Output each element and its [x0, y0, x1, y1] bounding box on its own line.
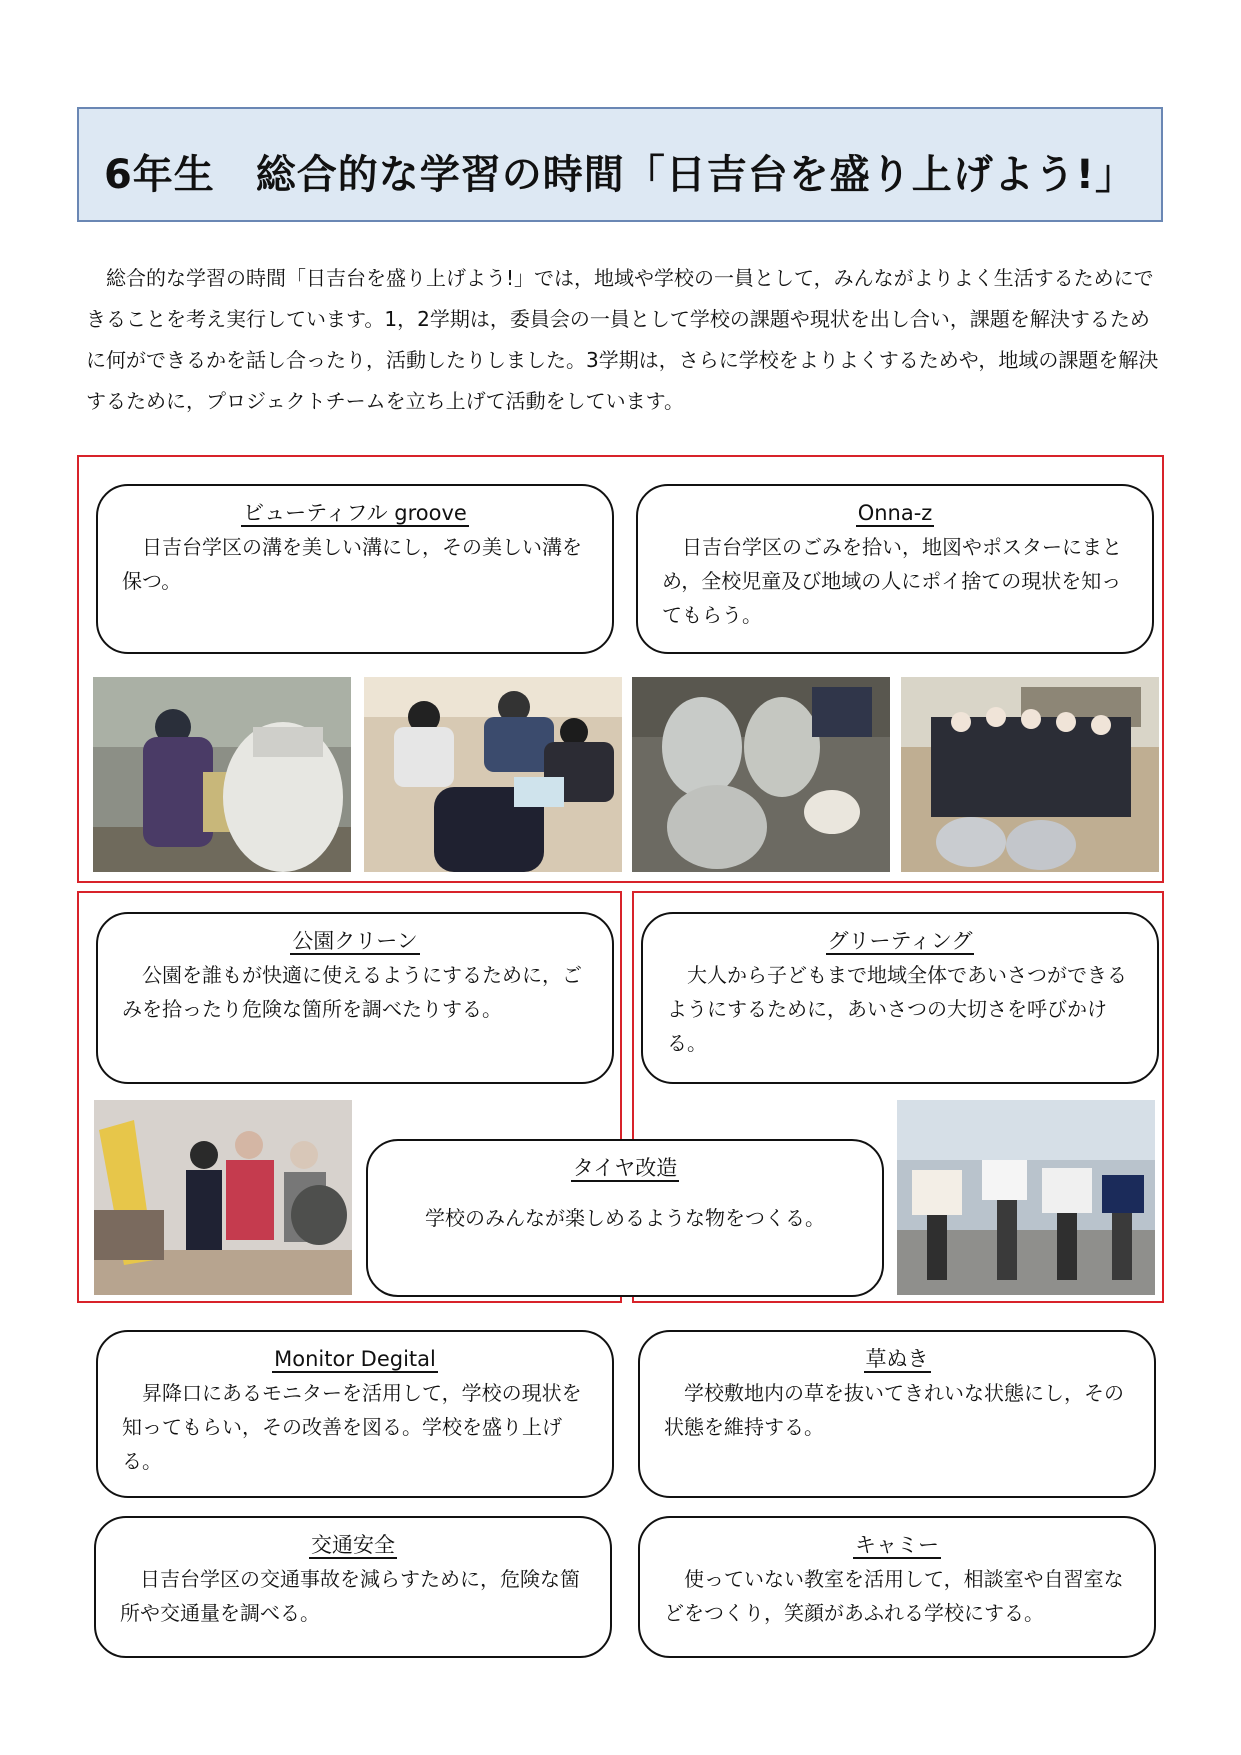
- team-description: 大人から子どもまで地域全体であいさつができるようにするために，あいさつの大切さを呼びかける。: [667, 963, 1127, 1055]
- team-description: 学校敷地内の草を抜いてきれいな状態にし，その状態を維持する。: [664, 1381, 1124, 1439]
- team-title: 公園クリーン: [292, 929, 418, 953]
- team-title: キャミー: [855, 1533, 939, 1557]
- team-title: タイヤ改造: [572, 1156, 678, 1180]
- team-card-monitor: [96, 1330, 614, 1498]
- collected-trash-bags-photo: [632, 677, 890, 872]
- team-card-tire: [366, 1139, 884, 1297]
- team-description: 日吉台学区のごみを拾い，地図やポスターにまとめ，全校児童及び地域の人にポイ捨ての現状を知ってもらう。: [662, 535, 1122, 627]
- team-description: 公園を誰もが快適に使えるようにするために，ごみを拾ったり危険な箇所を調べたりする。: [122, 963, 582, 1021]
- team-description: 日吉台学区の交通事故を減らすために，危険な箇所や交通量を調べる。: [120, 1567, 580, 1625]
- team-description: 昇降口にあるモニターを活用して，学校の現状を知ってもらい，その改善を図る。学校を盛り上げる。: [122, 1381, 582, 1473]
- team-card-onna-z: [636, 484, 1154, 654]
- team-card-kyamy: [638, 1516, 1156, 1658]
- team-card-park-clean: [96, 912, 614, 1084]
- team-title: 交通安全: [311, 1533, 395, 1557]
- team-card-weeding: [638, 1330, 1156, 1498]
- team-card-traffic: [94, 1516, 612, 1658]
- team-title: Monitor Degital: [274, 1347, 436, 1371]
- group-with-trash-bags-photo: [901, 677, 1159, 872]
- greeting-posters-photo: [897, 1100, 1155, 1295]
- team-title: Onna-z: [857, 501, 933, 525]
- team-description: 日吉台学区の溝を美しい溝にし，その美しい溝を保つ。: [122, 535, 582, 593]
- team-card-beautiful-groove: [96, 484, 614, 654]
- team-title: グリーティング: [827, 929, 973, 953]
- page-title: 6年生 総合的な学習の時間「日吉台を盛り上げよう!」: [103, 152, 1137, 198]
- children-sorting-trash-photo: [364, 677, 622, 872]
- team-description: 学校のみんなが楽しめるような物をつくる。: [425, 1206, 825, 1230]
- child-with-trash-bag-photo: [93, 677, 351, 872]
- team-title: 草ぬき: [865, 1347, 929, 1371]
- team-card-greeting: [641, 912, 1159, 1084]
- team-description: 使っていない教室を活用して，相談室や自習室などをつくり，笑顔があふれる学校にする。: [664, 1567, 1124, 1625]
- title-box: [77, 107, 1163, 222]
- intro-paragraph: 総合的な学習の時間「日吉台を盛り上げよう!」では，地域や学校の一員として，みんながよりよく生活するためにできることを考え実行しています。1，2学期は，委員会の一員として学校の課題や現状を出し合い，課題を解決するために何ができるかを話し合ったり，活動したりしました。3学期は，さらに学校をよりよくするためや，地域の課題を解決するために，プロジェクトチームを立ち上げて活動をしています。: [86, 266, 1159, 413]
- park-clean-group-photo: [94, 1100, 352, 1295]
- team-title: ビューティフル groove: [243, 501, 467, 525]
